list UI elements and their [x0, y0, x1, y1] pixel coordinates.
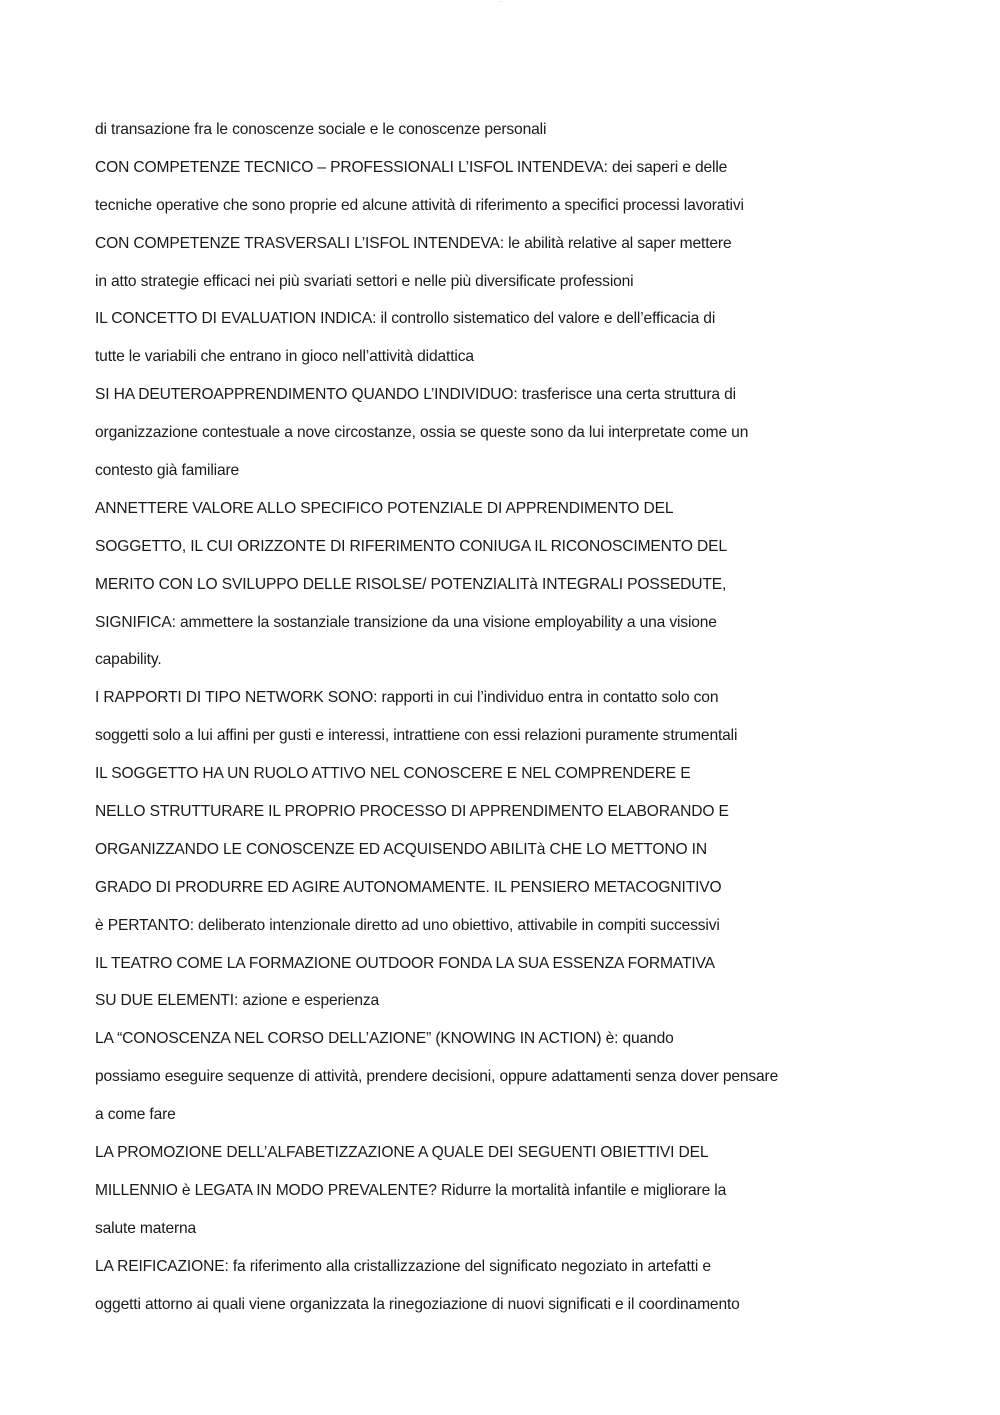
- text-line: MERITO CON LO SVILUPPO DELLE RISOLSE/ POTENZIALITà INTEGRALI POSSEDUTE,: [95, 575, 727, 593]
- header-mark: —: [499, 0, 503, 3]
- text-line: IL CONCETTO DI EVALUATION INDICA: il controllo sistematico del valore e dell’efficacia di: [95, 310, 716, 328]
- text-line: LA “CONOSCENZA NEL CORSO DELL’AZIONE” (KNOWING IN ACTION) è: quando: [95, 1030, 674, 1048]
- text-line: ORGANIZZANDO LE CONOSCENZE ED ACQUISENDO ABILITà CHE LO METTONO IN: [95, 840, 707, 858]
- text-line: tutte le variabili che entrano in gioco nell’attività didattica: [95, 348, 474, 366]
- text-line: capability.: [95, 651, 162, 669]
- text-line: SOGGETTO, IL CUI ORIZZONTE DI RIFERIMENTO CONIUGA IL RICONOSCIMENTO DEL: [95, 537, 727, 555]
- text-line: CON COMPETENZE TECNICO – PROFESSIONALI L’ISFOL INTENDEVA: dei saperi e delle: [95, 158, 728, 176]
- text-line: soggetti solo a lui affini per gusti e interessi, intrattiene con essi relazioni puramente strumentali: [95, 727, 738, 745]
- text-line: SU DUE ELEMENTI: azione e esperienza: [95, 992, 380, 1010]
- text-line: di transazione fra le conoscenze sociale e le conoscenze personali: [95, 121, 547, 138]
- text-line: in atto strategie efficaci nei più svariati settori e nelle più diversificate professioni: [95, 272, 634, 290]
- text-line: ANNETTERE VALORE ALLO SPECIFICO POTENZIALE DI APPRENDIMENTO DEL: [95, 499, 674, 517]
- text-line: NELLO STRUTTURARE IL PROPRIO PROCESSO DI APPRENDIMENTO ELABORANDO E: [95, 803, 729, 821]
- text-line: salute materna: [95, 1219, 197, 1237]
- text-line: è PERTANTO: deliberato intenzionale diretto ad uno obiettivo, attivabile in compiti successivi: [95, 916, 720, 934]
- text-line: IL SOGGETTO HA UN RUOLO ATTIVO NEL CONOSCERE E NEL COMPRENDERE E: [95, 765, 691, 783]
- text-line: a come fare: [95, 1106, 176, 1124]
- text-line: SI HA DEUTEROAPPRENDIMENTO QUANDO L’INDIVIDUO: trasferisce una certa struttura di: [95, 386, 736, 404]
- text-line: IL TEATRO COME LA FORMAZIONE OUTDOOR FONDA LA SUA ESSENZA FORMATIVA: [95, 954, 715, 972]
- text-line: GRADO DI PRODURRE ED AGIRE AUTONOMAMENTE. IL PENSIERO METACOGNITIVO: [95, 878, 722, 896]
- text-line: CON COMPETENZE TRASVERSALI L’ISFOL INTENDEVA: le abilità relative al saper mettere: [95, 234, 732, 252]
- text-line: oggetti attorno ai quali viene organizzata la rinegoziazione di nuovi significati e il coordinamento: [95, 1295, 740, 1313]
- text-line: I RAPPORTI DI TIPO NETWORK SONO: rapporti in cui l’individuo entra in contatto solo con: [95, 689, 719, 707]
- text-line: possiamo eseguire sequenze di attività, prendere decisioni, oppure adattamenti senza dover pensare: [95, 1068, 779, 1086]
- text-line: contesto già familiare: [95, 462, 240, 480]
- text-line: tecniche operative che sono proprie ed alcune attività di riferimento a specifici processi lavorativi: [95, 196, 744, 214]
- text-line: LA PROMOZIONE DELL’ALFABETIZZAZIONE A QUALE DEI SEGUENTI OBIETTIVI DEL: [95, 1144, 709, 1162]
- text-line: MILLENNIO è LEGATA IN MODO PREVALENTE? Ridurre la mortalità infantile e migliorare la: [95, 1181, 727, 1199]
- text-line: SIGNIFICA: ammettere la sostanziale transizione da una visione employability a una visione: [95, 613, 717, 631]
- text-line: LA REIFICAZIONE: fa riferimento alla cristallizzazione del significato negoziato in artefatti e: [95, 1257, 711, 1275]
- document-body: [95, 111, 975, 1324]
- text-line: organizzazione contestuale a nove circostanze, ossia se queste sono da lui interpretate come un: [95, 424, 749, 442]
